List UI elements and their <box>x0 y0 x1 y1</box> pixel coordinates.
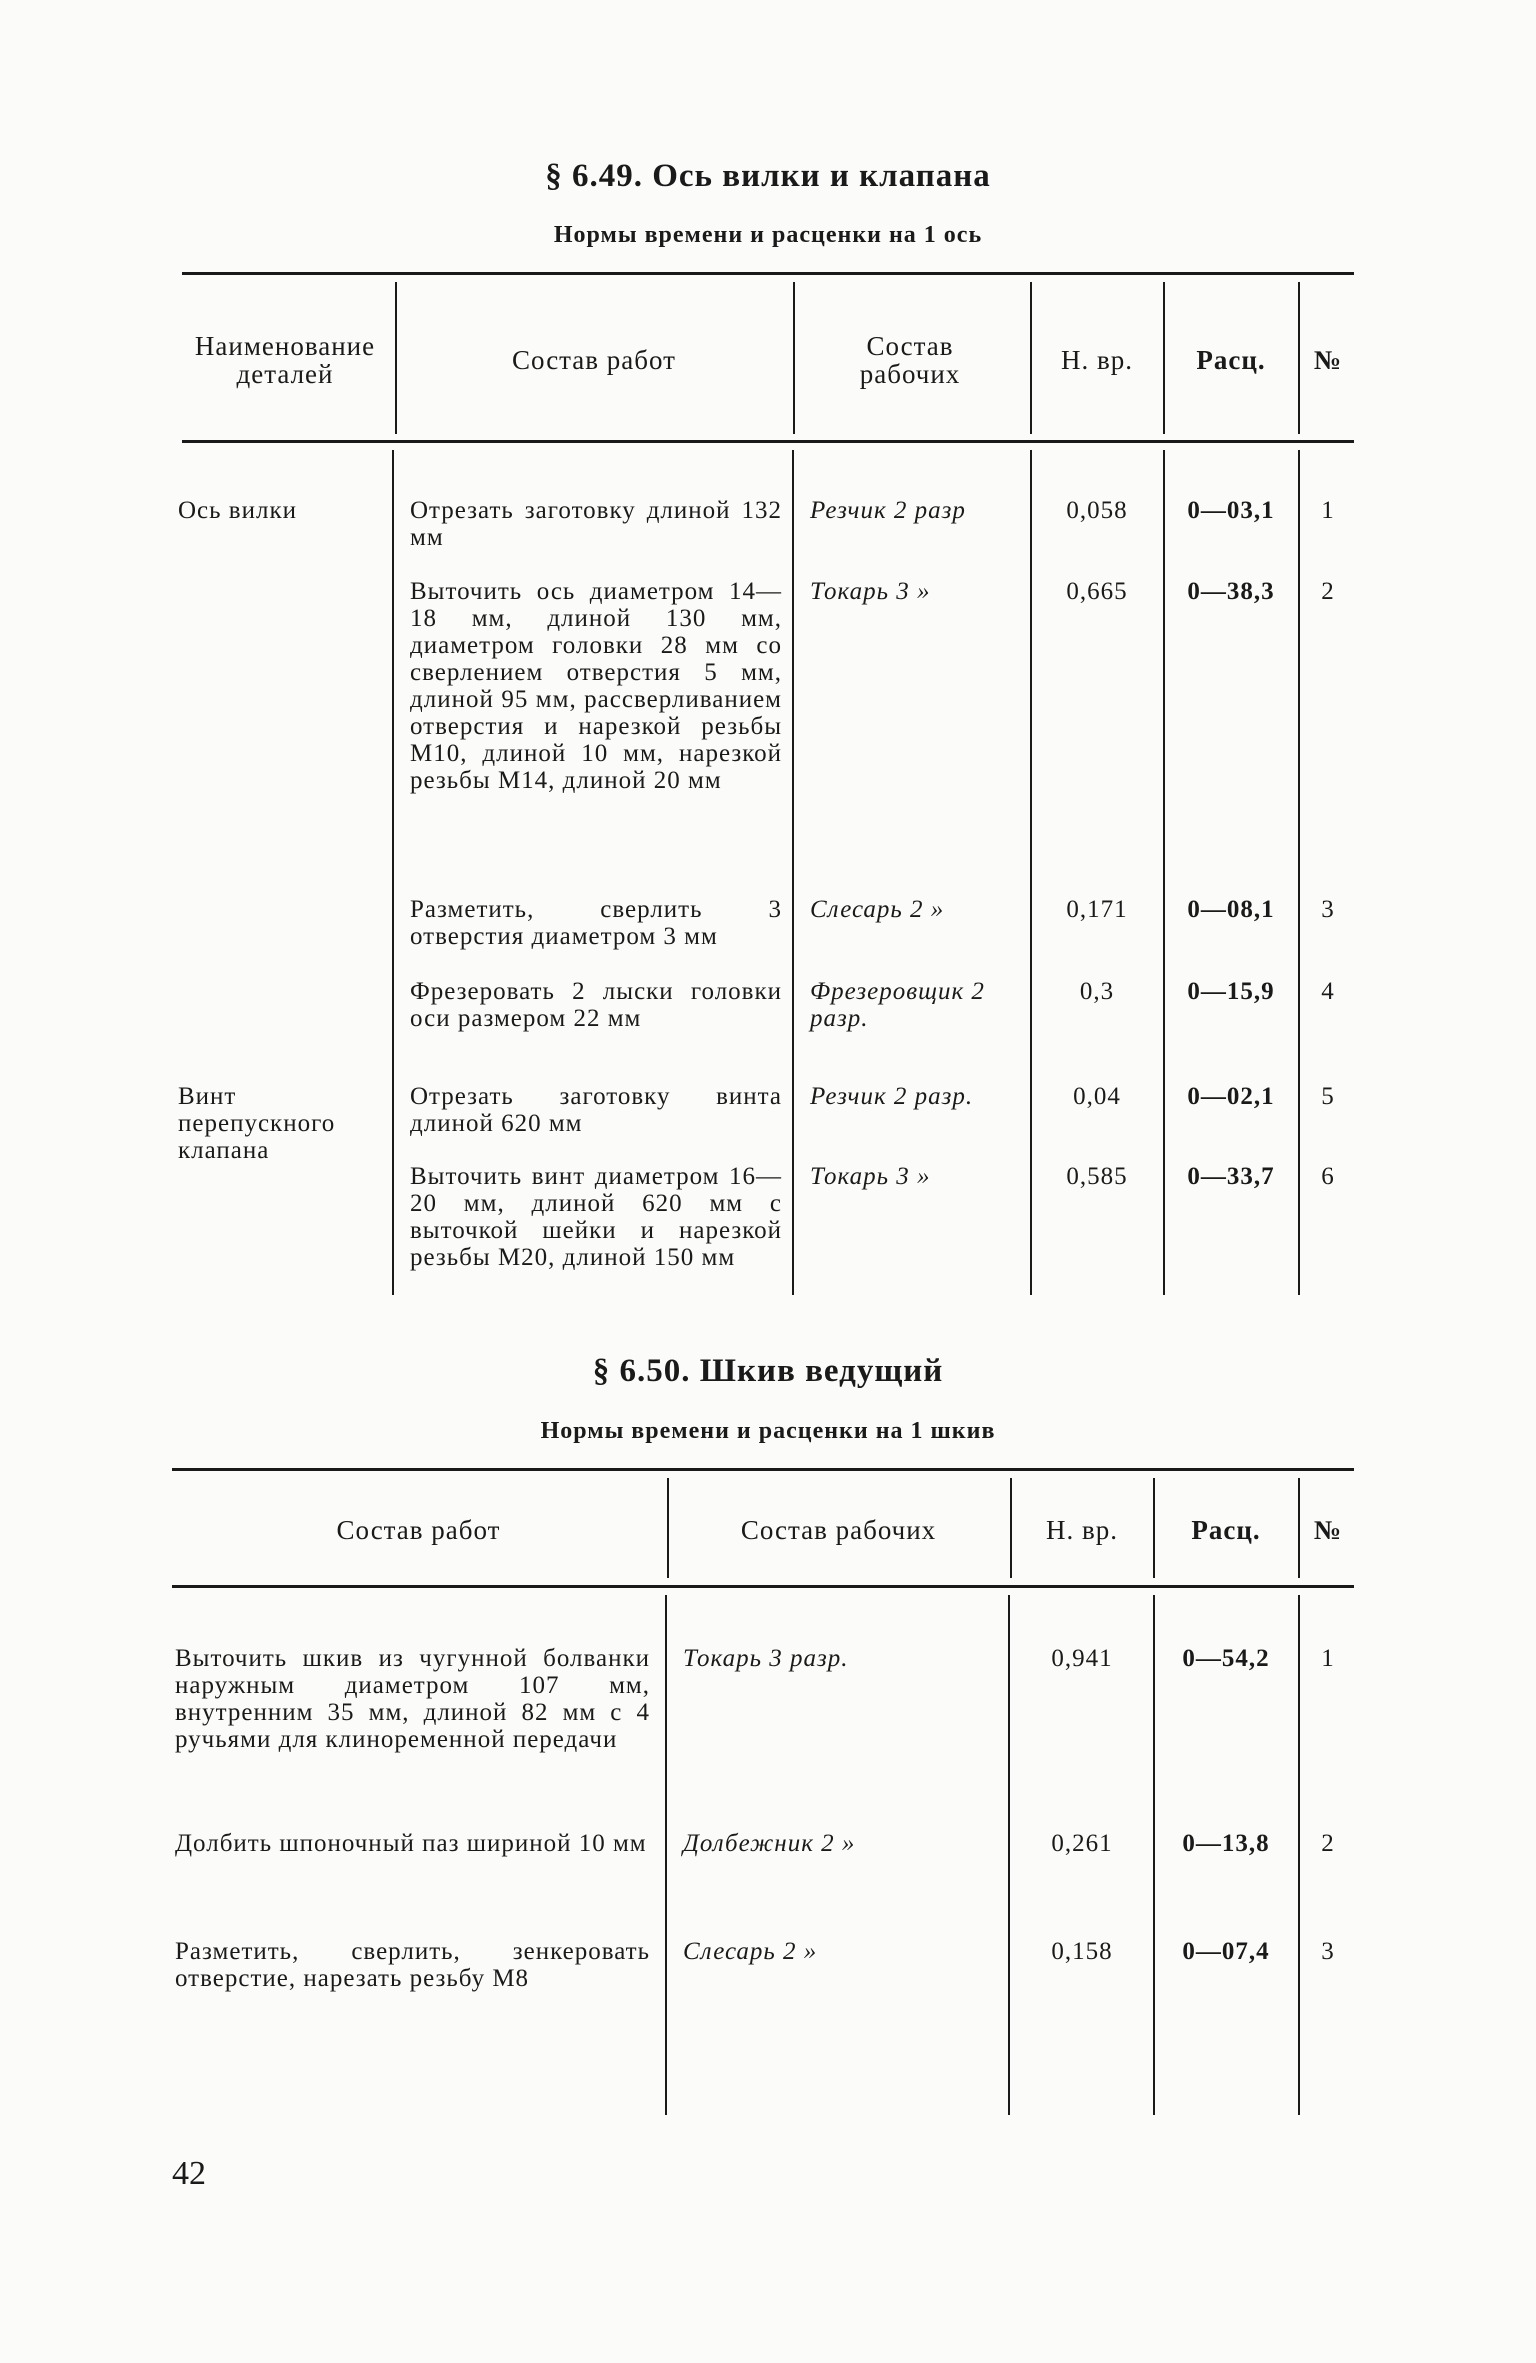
section-title: § 6.50. Шкив ведущий <box>592 1353 944 1389</box>
header-work: Состав работ <box>512 345 676 375</box>
column-divider <box>392 450 394 1295</box>
page-number: 42 <box>172 2155 206 2192</box>
rate: 0—02,1 <box>1187 1083 1275 1110</box>
work-description: Долбить шпоночный паз шириной 10 мм <box>175 1830 647 1857</box>
table-top-rule <box>182 272 1354 275</box>
table-header-rule <box>182 440 1354 443</box>
header-workers: Состав рабочих <box>859 331 961 389</box>
row-number: 3 <box>1321 1938 1335 1965</box>
rate: 0—15,9 <box>1187 978 1275 1005</box>
row-number: 1 <box>1321 497 1335 524</box>
worker: Резчик 2 разр. <box>810 1083 974 1110</box>
table-header-rule <box>172 1585 1354 1588</box>
row-number: 2 <box>1321 578 1335 605</box>
worker: Слесарь 2 » <box>683 1938 818 1965</box>
time-norm: 0,04 <box>1073 1083 1121 1110</box>
column-divider <box>665 1595 667 2115</box>
header-rate: Расц. <box>1191 1515 1261 1545</box>
rate: 0—38,3 <box>1187 578 1275 605</box>
worker: Долбежник 2 » <box>683 1830 856 1857</box>
time-norm: 0,261 <box>1051 1830 1113 1857</box>
work-description: Выточить винт диаметром 16—20 мм, длиной 620 мм с выточкой шейки и нарезкой резьбы М20, длиной 150 мм <box>410 1163 782 1271</box>
worker: Токарь 3 » <box>810 1163 931 1190</box>
work-description: Разметить, сверлить, зенкеровать отверстие, нарезать резьбу М8 <box>175 1938 650 1992</box>
table-top-rule <box>172 1468 1354 1471</box>
section-title: § 6.49. Ось вилки и клапана <box>545 158 991 194</box>
rate: 0—54,2 <box>1182 1645 1270 1672</box>
rate: 0—07,4 <box>1182 1938 1270 1965</box>
section-subtitle: Нормы времени и расценки на 1 ось <box>553 222 983 248</box>
rate: 0—08,1 <box>1187 896 1275 923</box>
column-divider <box>1008 1595 1010 2115</box>
worker: Токарь 3 » <box>810 578 931 605</box>
part-name: Винт перепускного клапана <box>178 1083 336 1164</box>
worker: Слесарь 2 » <box>810 896 945 923</box>
time-norm: 0,158 <box>1051 1938 1113 1965</box>
row-number: 3 <box>1321 896 1335 923</box>
header-workers: Состав рабочих <box>740 1515 937 1545</box>
row-number: 1 <box>1321 1645 1335 1672</box>
row-number: 6 <box>1321 1163 1335 1190</box>
work-description: Выточить шкив из чугунной болванки наружным диаметром 107 мм, внутренним 35 мм, длиной 82 мм с 4 ручьями для клиноременной передачи <box>175 1645 650 1753</box>
row-number: 4 <box>1321 978 1335 1005</box>
worker: Фрезеровщик 2 разр. <box>810 978 985 1032</box>
worker: Токарь 3 разр. <box>683 1645 849 1672</box>
header-number: № <box>1313 345 1343 375</box>
time-norm: 0,941 <box>1051 1645 1113 1672</box>
header-work: Состав работ <box>336 1515 501 1545</box>
time-norm: 0,3 <box>1079 978 1115 1005</box>
row-number: 2 <box>1321 1830 1335 1857</box>
section-subtitle: Нормы времени и расценки на 1 шкив <box>540 1418 996 1444</box>
rate: 0—33,7 <box>1187 1163 1275 1190</box>
part-name: Ось вилки <box>178 497 297 524</box>
work-description: Разметить, сверлить 3 отверстия диаметром 3 мм <box>410 896 782 950</box>
time-norm: 0,665 <box>1066 578 1128 605</box>
time-norm: 0,058 <box>1066 497 1128 524</box>
header-norm: Н. вр. <box>1061 345 1133 375</box>
column-divider <box>793 282 795 434</box>
work-description: Отрезать заготовку длиной 132 мм <box>410 497 782 551</box>
rate: 0—03,1 <box>1187 497 1275 524</box>
header-norm: Н. вр. <box>1046 1515 1118 1545</box>
time-norm: 0,585 <box>1066 1163 1128 1190</box>
header-rate: Расц. <box>1196 345 1266 375</box>
column-divider <box>792 450 794 1295</box>
work-description: Отрезать заготовку винта длиной 620 мм <box>410 1083 782 1137</box>
time-norm: 0,171 <box>1066 896 1128 923</box>
row-number: 5 <box>1321 1083 1335 1110</box>
worker: Резчик 2 разр <box>810 497 966 524</box>
header-number: № <box>1313 1515 1343 1545</box>
work-description: Выточить ось диаметром 14—18 мм, длиной 130 мм, диаметром головки 28 мм со сверлением отверстия 5 мм, длиной 95 мм, рассверливанием отверстия и нарезкой резьбы М10, длиной 10 мм, нарезкой резьбы М14, длиной 20 мм <box>410 578 782 794</box>
work-description: Фрезеровать 2 лыски головки оси размером 22 мм <box>410 978 782 1032</box>
header-part-name: Наименование деталей <box>194 331 376 389</box>
rate: 0—13,8 <box>1182 1830 1270 1857</box>
